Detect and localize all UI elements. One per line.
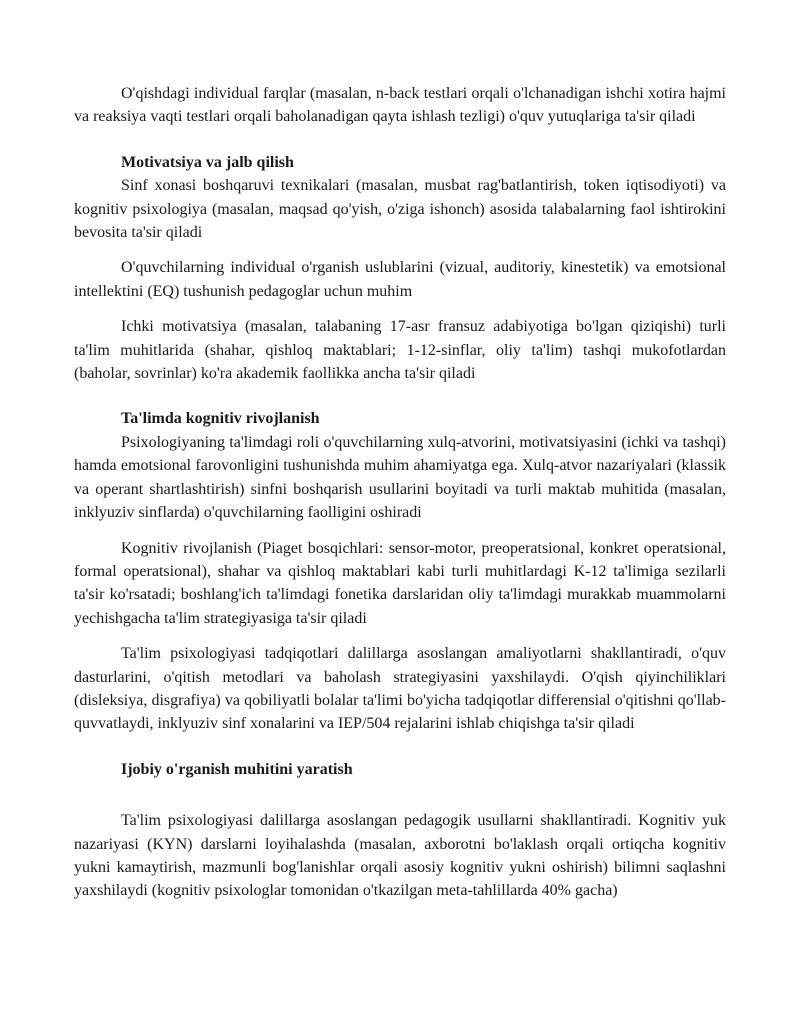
heading-positive-environment: Ijobiy o'rganish muhitini yaratish <box>121 760 353 778</box>
paragraph-piaget-stages: Kognitiv rivojlanish (Piaget bosqichlari: sensor-motor, preoperatsional, konkret operatsional, formal operatsional), shahar va qishloq maktablari kabi turli muhitlardagi K-12 ta'limiga sezilarli ta'sir ko'rsatadi; boshlang'ich ta'limdagi fonetika darslaridan oliy ta'limdagi murakkab muammolarni yechishgacha ta'lim strategiyasiga ta'sir qiladi <box>74 539 726 627</box>
spacer <box>74 244 726 256</box>
spacer <box>74 736 726 758</box>
paragraph-individual-differences: O'qishdagi individual farqlar (masalan, n-back testlari orqali o'lchanadigan ishchi xotira hajmi va reaksiya vaqti testlari orqali baholanadigan qayta ishlash tezligi) o'quv yutuqlariga ta'sir qiladi <box>74 85 726 126</box>
spacer <box>74 630 726 642</box>
document-page <box>74 82 726 903</box>
spacer <box>74 525 726 537</box>
paragraph-learning-styles: O'quvchilarning individual o'rganish uslublarini (vizual, auditoriy, kinestetik) va emotsional intellektini (EQ) tushunish pedagoglar uchun muhim <box>74 259 726 300</box>
spacer <box>74 385 726 407</box>
paragraph-psychology-role: Psixologiyaning ta'limdagi roli o'quvchilarning xulq-atvorini, motivatsiyasini (ichki va tashqi) hamda emotsional farovonligini tushunishda muhim ahamiyatga ega. Xulq-atvor nazariyalari (klassik va operant shartlashtirish) sinfni boshqarish usullarini boyitadi va turli maktab muhitida (masalan, inklyuziv sinflarda) o'quvchilarning faolligini oshiradi <box>74 433 726 522</box>
spacer <box>74 129 726 151</box>
paragraph-research-practices: Ta'lim psixologiyasi tadqiqotlari dalillarga asoslangan amaliyotlarni shakllantiradi, o'quv dasturlarini, o'qitish metodlari va baholash strategiyasini yaxshilaydi. O'qish qiyinchiliklari (disleksiya, disgrafiya) va qobiliyatli bolalar ta'limi bo'yicha tadqiqotlar differensial o'qitishni qo'llab-quvvatlaydi, inklyuziv sinf xonalarini va IEP/504 rejalarini ishlab chiqishga ta'sir qiladi <box>74 645 726 733</box>
heading-motivation: Motivatsiya va jalb qilish <box>121 153 294 171</box>
paragraph-intrinsic-motivation: Ichki motivatsiya (masalan, talabaning 17-asr fransuz adabiyotiga bo'lgan qiziqishi) turli ta'lim muhitlarida (shahar, qishloq maktablari; 1-12-sinflar, oliy ta'lim) tashqi mukofotlardan (baholar, sovrinlar) ko'ra akademik faollikka ancha ta'sir qiladi <box>74 318 726 383</box>
paragraph-cognitive-load-theory: Ta'lim psixologiyasi dalillarga asoslangan pedagogik usullarni shakllantiradi. Kognitiv yuk nazariyasi (KYN) darslarni loyihalashda (masalan, axborotni bo'laklash orqali ortiqcha kognitiv yukni kamaytirish, mazmunli bog'lanishlar orqali asosiy kognitiv yukni oshirish) bilimni saqlashni yaxshilaydi (kognitiv psixologlar tomonidan o'tkazilgan meta-tahlillarda 40% gacha) <box>74 812 726 900</box>
paragraph-classroom-management: Sinf xonasi boshqaruvi texnikalari (masalan, musbat rag'batlantirish, token iqtisodiyoti) va kognitiv psixologiya (masalan, maqsad qo'yish, o'ziga ishonch) asosida talabalarning faol ishtirokini bevosita ta'sir qiladi <box>74 177 726 242</box>
spacer <box>74 303 726 315</box>
spacer <box>74 781 726 809</box>
heading-cognitive-development: Ta'limda kognitiv rivojlanish <box>121 410 320 428</box>
